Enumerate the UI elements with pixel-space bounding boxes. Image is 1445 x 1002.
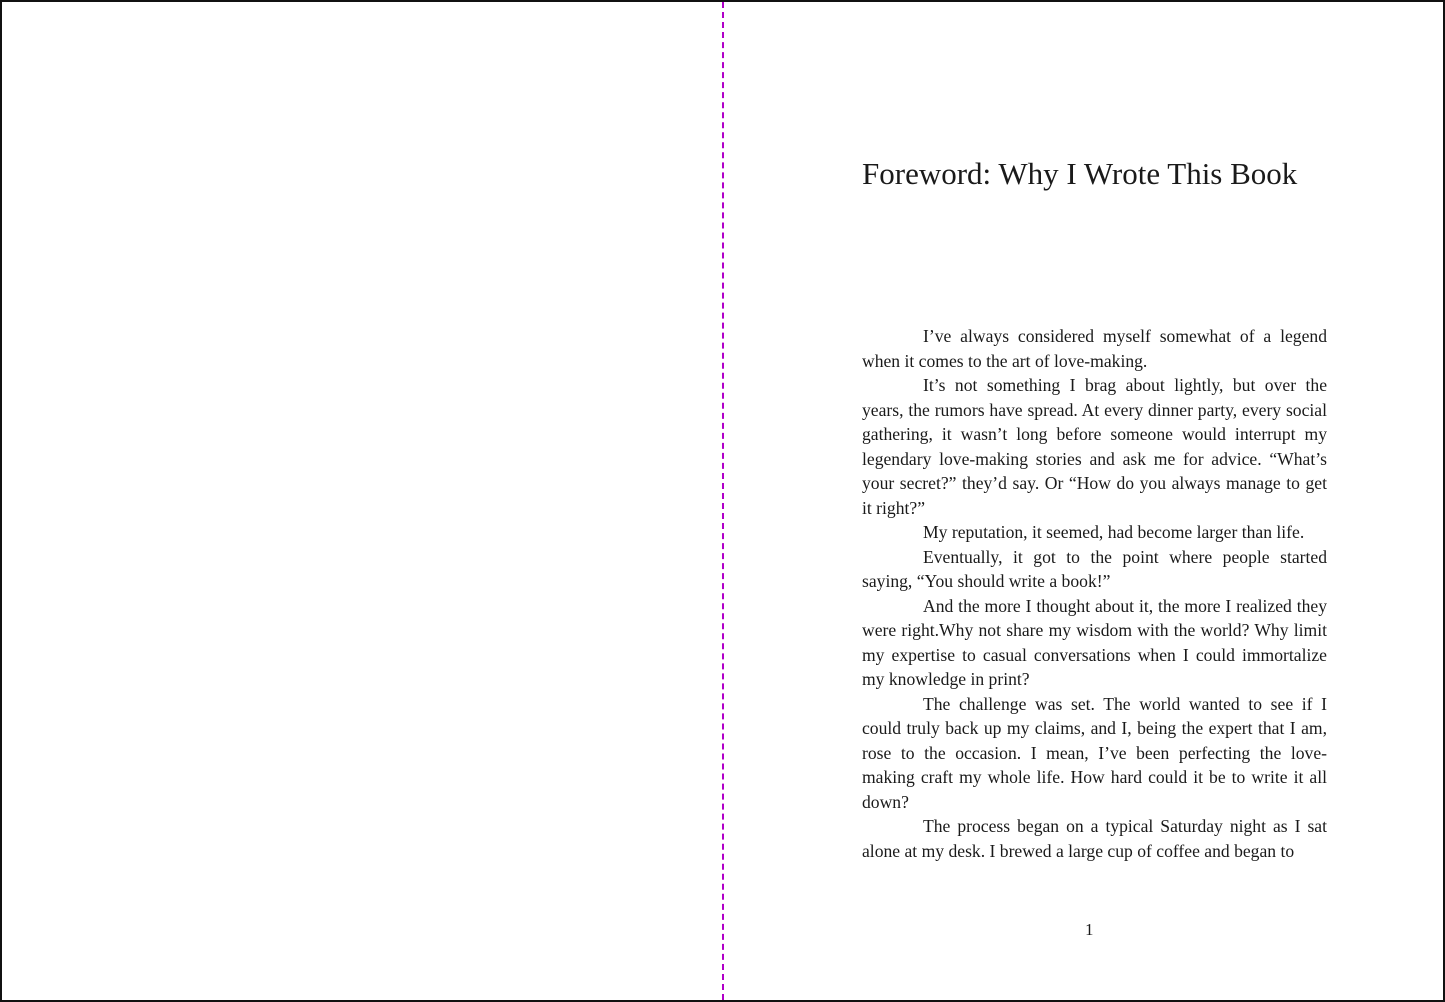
- paragraph: It’s not something I brag about lightly, but over the years, the rumors have spread. At every dinner party, every social gathering, it wasn’t long before someone would interrupt my legendary love-making stories and ask me for advice. “What’s your secret?” they’d say. Or “How do you always manage to get it right?”: [862, 375, 1327, 518]
- paragraph: The process began on a typical Saturday night as I sat alone at my desk. I brewed a large cup of coffee and began to: [862, 816, 1327, 861]
- fold-guide-line: [722, 2, 724, 1000]
- paragraph: I’ve always considered myself somewhat of a legend when it comes to the art of love-making.: [862, 326, 1327, 371]
- paragraph: The challenge was set. The world wanted to see if I could truly back up my claims, and I, being the expert that I am, rose to the occasion. I mean, I’ve been perfecting the love-making craft my whole life. How hard could it be to write it all down?: [862, 693, 1327, 812]
- page-number: 1: [1085, 920, 1094, 939]
- paragraph: Eventually, it got to the point where people started saying, “You should write a book!”: [862, 546, 1327, 591]
- body-text: [862, 324, 1327, 863]
- chapter-title: Foreword: Why I Wrote This Book: [862, 156, 1298, 191]
- paragraph: My reputation, it seemed, had become larger than life.: [923, 522, 1305, 542]
- paragraph: And the more I thought about it, the more I realized they were right.Why not share my wisdom with the world? Why limit my expertise to casual conversations when I could immortalize my knowledge in print?: [862, 595, 1327, 689]
- left-page: [2, 2, 723, 1000]
- right-page: [725, 2, 1443, 1000]
